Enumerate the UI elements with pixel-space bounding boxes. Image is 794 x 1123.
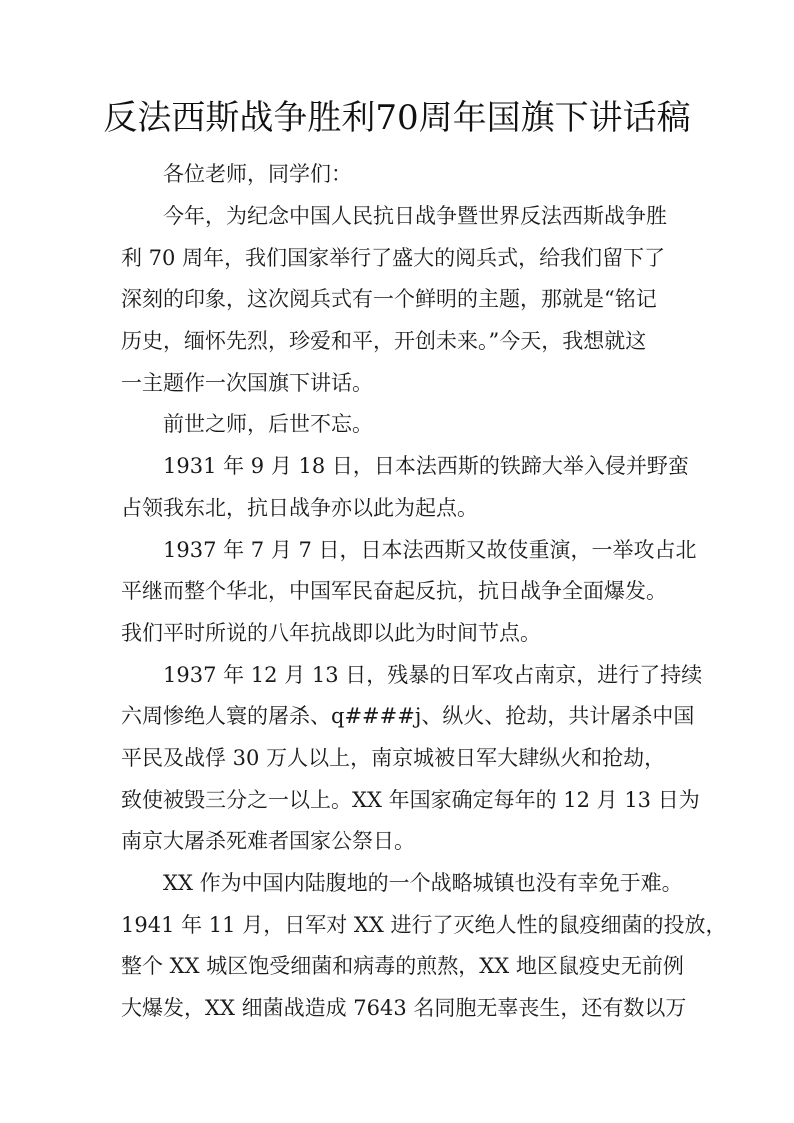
salutation-line: 各位老师，同学们：: [163, 162, 352, 186]
text-line: 六周惨绝人寰的屠杀、q####j、纵火、抢劫，共计屠杀中国: [121, 704, 695, 728]
text-line: 占领我东北，抗日战争亦以此为起点。: [121, 496, 478, 520]
text-line: 前世之师，后世不忘。: [163, 412, 373, 436]
text-line: 大爆发，XX 细菌战造成 7643 名同胞无辜丧生，还有数以万: [121, 996, 687, 1020]
document-title: 反法西斯战争胜利70周年国旗下讲话稿: [103, 98, 691, 138]
text-line: 整个 XX 城区饱受细菌和病毒的煎熬，XX 地区鼠疫史无前例: [121, 954, 684, 978]
text-line: 致使被毁三分之一以上。XX 年国家确定每年的 12 月 13 日为: [121, 788, 700, 812]
text-line: 南京大屠杀死难者国家公祭日。: [121, 829, 415, 853]
text-line: 1937 年 7 月 7 日，日本法西斯又故伎重演，一举攻占北: [163, 538, 697, 562]
text-line: 历史，缅怀先烈，珍爱和平，开创未来。”今天，我想就这: [121, 329, 647, 353]
text-line: 深刻的印象，这次阅兵式有一个鲜明的主题，那就是“铭记: [121, 287, 657, 311]
text-line: 今年，为纪念中国人民抗日战争暨世界反法西斯战争胜: [163, 204, 667, 228]
text-line: 1941 年 11 月，日军对 XX 进行了灭绝人性的鼠疫细菌的投放，: [121, 913, 727, 937]
text-line: 一主题作一次国旗下讲话。: [121, 371, 373, 395]
text-line: 平民及战俘 30 万人以上，南京城被日军大肆纵火和抢劫，: [121, 746, 666, 770]
text-line: 平继而整个华北，中国军民奋起反抗，抗日战争全面爆发。: [121, 579, 667, 603]
text-line: 我们平时所说的八年抗战即以此为时间节点。: [121, 621, 541, 645]
text-line: 1931 年 9 月 18 日，日本法西斯的铁蹄大举入侵并野蛮: [163, 454, 689, 478]
text-line: 利 70 周年，我们国家举行了盛大的阅兵式，给我们留下了: [121, 246, 666, 270]
text-line: 1937 年 12 月 13 日，残暴的日军攻占南京，进行了持续: [163, 663, 703, 687]
text-line: XX 作为中国内陆腹地的一个战略城镇也没有幸免于难。: [163, 871, 683, 895]
